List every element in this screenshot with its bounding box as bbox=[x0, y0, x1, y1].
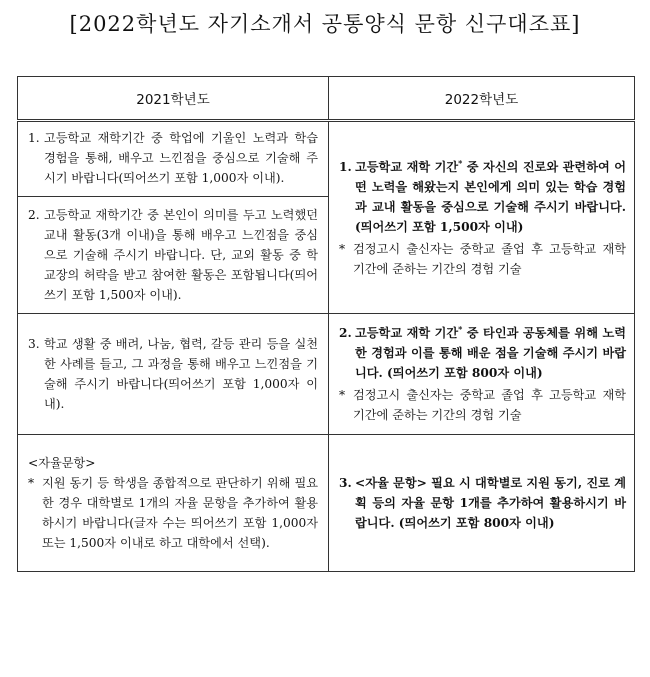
item-text-b: 중 타인과 공동체를 위해 노력한 경험과 이를 통해 배운 점을 기술해 주시기 바랍니다. (띄어쓰기 포함 800자 이내) bbox=[355, 326, 626, 380]
autonomous-heading: <자율문항> bbox=[28, 456, 96, 470]
item-text: 학교 생활 중 배려, 나눔, 협력, 갈등 관리 등을 실천한 사례를 들고, 그 과정을 통해 배우고 느낀점을 기술해 주시기 바랍니다(띄어쓰기 포함 1,000자 이내). bbox=[44, 337, 318, 411]
document-title: [2022학년도 자기소개서 공통양식 문항 신구대조표] bbox=[69, 12, 581, 36]
item-text-a: 고등학교 재학 기간 bbox=[355, 159, 459, 174]
comparison-table bbox=[17, 76, 635, 572]
item-text: <자율 문항> 필요 시 대학별로 지원 동기, 진로 계획 등의 자율 문항 1개를 추가하여 활용하시기 바랍니다. (띄어쓰기 포함 800자 이내) bbox=[355, 476, 626, 530]
item-number: 3. bbox=[28, 337, 40, 351]
cell-2022-item-2 bbox=[329, 314, 635, 435]
note-text: 지원 동기 등 학생을 종합적으로 판단하기 위해 필요한 경우 대학별로 1개의 자율 문항을 추가하여 활용하시기 바랍니다(글자 수는 띄어쓰기 포함 1,000자 또는 1,500자 이내로 하고 대학에서 선택). bbox=[42, 476, 318, 550]
table-row bbox=[18, 121, 635, 314]
table-header-row bbox=[18, 77, 635, 121]
item-text-b: 중 자신의 진로와 관련하여 어떤 노력을 해왔는지 본인에게 의미 있는 학습 경험과 교내 활동을 중심으로 기술해 주시기 바랍니다. (띄어쓰기 포함 1,500자 이내) bbox=[355, 159, 626, 234]
cell-2021-items-1-2 bbox=[18, 121, 329, 314]
note-mark: * bbox=[28, 476, 35, 490]
footnote-mark: * bbox=[458, 157, 463, 168]
item-text-a: 고등학교 재학 기간 bbox=[355, 326, 459, 340]
cell-2022-item-3 bbox=[329, 435, 635, 572]
footnote-mark: * bbox=[458, 323, 463, 334]
left-item-2 bbox=[18, 197, 328, 313]
item-number: 1. bbox=[28, 131, 40, 145]
table-row bbox=[18, 435, 635, 572]
table-row bbox=[18, 314, 635, 435]
note-text: 검정고시 출신자는 중학교 졸업 후 고등학교 재학 기간에 준하는 기간의 경험 기술 bbox=[353, 241, 626, 276]
cell-2022-item-1 bbox=[329, 121, 635, 314]
note-mark: * bbox=[339, 241, 346, 256]
item-text: 고등학교 재학기간 중 학업에 기울인 노력과 학습 경험을 통해, 배우고 느낀점을 중심으로 기술해 주시기 바랍니다(띄어쓰기 포함 1,000자 이내). bbox=[44, 131, 318, 185]
note-mark: * bbox=[339, 388, 346, 402]
note-text: 검정고시 출신자는 중학교 졸업 후 고등학교 재학 기간에 준하는 기간의 경험 기술 bbox=[353, 388, 626, 422]
item-number: 3. bbox=[339, 476, 352, 490]
left-item-1 bbox=[18, 122, 328, 197]
item-number: 2. bbox=[28, 208, 40, 222]
item-text: 고등학교 재학기간 중 본인이 의미를 두고 노력했던 교내 활동(3개 이내)을 통해 배우고 느낀점을 중심으로 기술해 주시기 바랍니다. 단, 교외 활동 중 학교장의 허락을 받고 참여한 활동은 포함됩니다(띄어쓰기 포함 1,500자 이내). bbox=[44, 208, 318, 302]
item-number: 1. bbox=[339, 159, 352, 174]
item-number: 2. bbox=[339, 326, 352, 340]
header-2022: 2022학년도 bbox=[329, 77, 635, 121]
header-2021: 2021학년도 bbox=[18, 77, 329, 121]
cell-2021-autonomous bbox=[18, 435, 329, 572]
cell-2021-item-3 bbox=[18, 314, 329, 435]
